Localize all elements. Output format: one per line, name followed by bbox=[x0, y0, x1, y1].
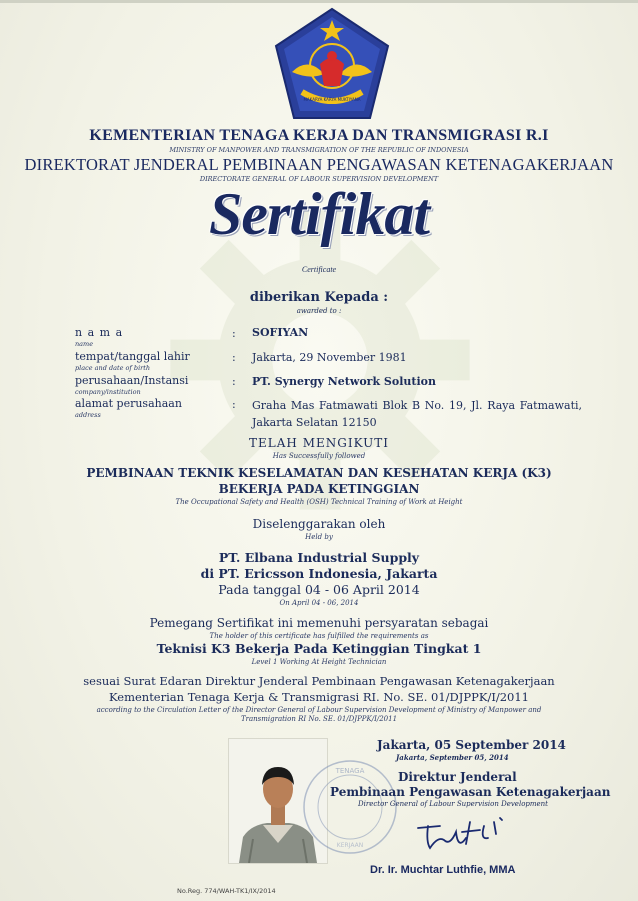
company-label-en: company/institution bbox=[75, 388, 141, 396]
awarded-label-en: awarded to : bbox=[296, 307, 342, 315]
awarded-label: diberikan Kepada : bbox=[249, 290, 389, 305]
company-colon: : bbox=[232, 375, 236, 388]
birth-value: Jakarta, 29 November 1981 bbox=[252, 351, 407, 364]
address-value: Graha Mas Fatmawati Blok B No. 19, Jl. Raya Fatmawati, Jakarta Selatan 12150 bbox=[252, 399, 582, 429]
address-label: alamat perusahaan bbox=[75, 397, 182, 410]
circular-en-2: Transmigration RI No. SE. 01/DJPPK/I/2011 bbox=[240, 715, 398, 723]
followed-label: TELAH MENGIKUTI bbox=[249, 436, 389, 450]
holder-level-en: Level 1 Working At Height Technician bbox=[251, 658, 387, 666]
name-value: SOFIYAN bbox=[252, 326, 309, 339]
holder-level: Teknisi K3 Bekerja Pada Ketinggian Tingkat 1 bbox=[156, 641, 482, 656]
scan-edge bbox=[0, 0, 638, 3]
organizer: PT. Elbana Industrial Supply bbox=[218, 550, 420, 565]
address-label-en: address bbox=[75, 411, 101, 419]
ministry-name: KEMENTERIAN TENAGA KERJA DAN TRANSMIGRASI R.I bbox=[89, 127, 549, 144]
sign-position-2: Pembinaan Pengawasan Ketenagakerjaan bbox=[330, 785, 611, 799]
ministry-name-en: MINISTRY OF MANPOWER AND TRANSMIGRATION OF THE REPUBLIC OF INDONESIA bbox=[169, 146, 469, 154]
held-label-en: Held by bbox=[305, 533, 333, 541]
name-colon: : bbox=[232, 327, 236, 340]
held-label: Diselenggarakan oleh bbox=[252, 517, 386, 531]
certificate-title-en: Certificate bbox=[301, 265, 337, 274]
training-title-2: BEKERJA PADA KETINGGIAN bbox=[218, 482, 420, 496]
training-title-en: The Occupational Safety and Health (OSH) Technical Training of Work at Height bbox=[175, 498, 463, 506]
sign-place-date-en: Jakarta, September 05, 2014 bbox=[396, 753, 509, 762]
birth-label: tempat/tanggal lahir bbox=[75, 350, 190, 363]
sign-position-en: Director General of Labour Supervision Development bbox=[358, 800, 548, 808]
training-title-1: PEMBINAAN TEKNIK KESELAMATAN DAN KESEHATAN KERJA (K3) bbox=[86, 466, 552, 480]
directorate-name-en: DIRECTORATE GENERAL OF LABOUR SUPERVISION DEVELOPMENT bbox=[199, 175, 439, 183]
svg-text:MAKARYA KARYA MUKTIYANA: MAKARYA KARYA MUKTIYANA bbox=[303, 97, 361, 102]
company-value: PT. Synergy Network Solution bbox=[252, 375, 436, 388]
training-date: Pada tanggal 04 - 06 April 2014 bbox=[218, 582, 420, 597]
director-name: Dr. Ir. Muchtar Luthfie, MMA bbox=[370, 864, 516, 876]
holder-text-en: The holder of this certificate has fulfilled the requirements as bbox=[209, 632, 429, 640]
certificate-title: Sertifikat bbox=[208, 181, 429, 247]
circular-en-1: according to the Circulation Letter of the Director General of Labour Supervision Development of Ministry of Manpower and bbox=[96, 706, 542, 714]
directorate-name: DIREKTORAT JENDERAL PEMBINAAN PENGAWASAN KETENAGAKERJAAN bbox=[24, 155, 614, 174]
ministry-emblem-icon bbox=[270, 6, 394, 126]
registration-number: No.Reg. 774/WAH-TK1/IX/2014 bbox=[177, 887, 276, 895]
circular-line-2: Kementerian Tenaga Kerja & Transmigrasi RI. No. SE. 01/DJPPK/I/2011 bbox=[108, 690, 530, 704]
name-label: n a m a bbox=[75, 326, 124, 339]
sign-position-1: Direktur Jenderal bbox=[398, 770, 517, 784]
sign-place-date: Jakarta, 05 September 2014 bbox=[377, 738, 566, 752]
address-colon: : bbox=[232, 398, 236, 411]
svg-text:KERJAAN: KERJAAN bbox=[336, 842, 364, 849]
venue: di PT. Ericsson Indonesia, Jakarta bbox=[200, 566, 438, 581]
followed-label-en: Has Successfully followed bbox=[272, 452, 366, 460]
company-label: perusahaan/Instansi bbox=[75, 374, 189, 387]
circular-line-1: sesuai Surat Edaran Direktur Jenderal Pembinaan Pengawasan Ketenagakerjaan bbox=[83, 674, 555, 688]
director-signature-icon bbox=[410, 808, 520, 858]
holder-text: Pemegang Sertifikat ini memenuhi persyaratan sebagai bbox=[149, 616, 489, 630]
name-label-en: name bbox=[75, 340, 94, 348]
training-date-en: On April 04 - 06, 2014 bbox=[279, 599, 359, 607]
birth-colon: : bbox=[232, 351, 236, 364]
svg-text:TENAGA: TENAGA bbox=[335, 767, 365, 775]
birth-label-en: place and date of birth bbox=[75, 364, 151, 372]
